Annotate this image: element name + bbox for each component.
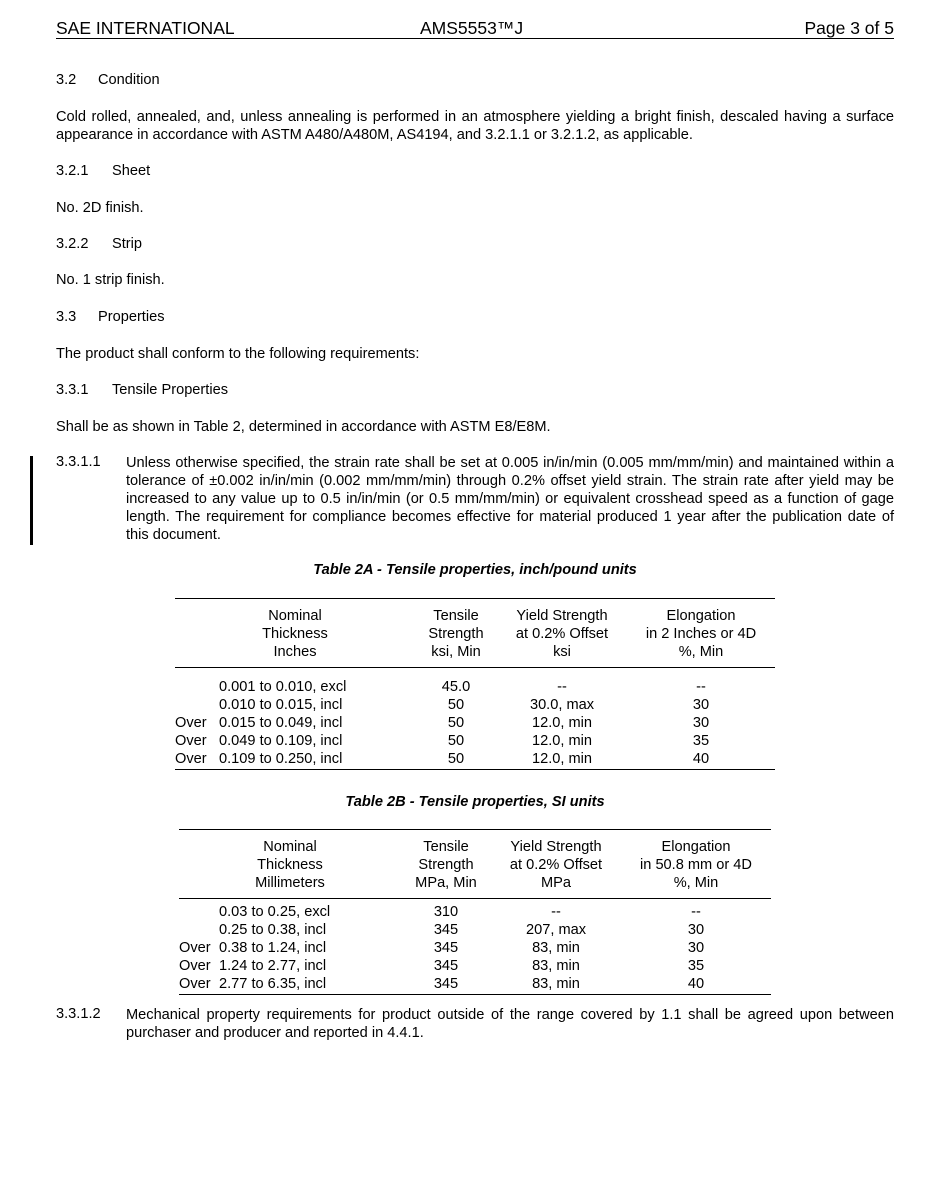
cell-yield: 83, min xyxy=(532,958,580,974)
header-doc-number: AMS5553™J xyxy=(420,18,524,38)
table-row xyxy=(175,732,775,750)
table-row xyxy=(179,899,771,922)
table-2b-caption: Table 2B - Tensile properties, SI units xyxy=(345,794,605,810)
cell-yield: -- xyxy=(557,679,567,695)
section-3-3-text: The product shall conform to the following requirements: xyxy=(56,346,420,362)
table-row xyxy=(175,668,775,697)
cell-yield: 30.0, max xyxy=(529,697,595,713)
cell-yield: 12.0, min xyxy=(531,733,593,749)
table-row xyxy=(179,975,771,995)
revision-change-bar xyxy=(30,456,33,545)
cell-thickness: Over 2.77 to 6.35, incl xyxy=(179,975,401,995)
cell-tensile: 50 xyxy=(447,715,465,731)
cell-tensile: 310 xyxy=(433,904,459,920)
header-page-number: Page 3 of 5 xyxy=(804,18,894,38)
cell-elongation: 40 xyxy=(627,750,775,770)
cell-elongation: 40 xyxy=(621,975,771,995)
section-3-2-1-text: No. 2D finish. xyxy=(56,200,144,216)
cell-tensile: 45.0 xyxy=(441,679,471,695)
col-header-thickness: Nominal Thickness Inches xyxy=(175,599,415,668)
section-3-2-2-text: No. 1 strip finish. xyxy=(56,272,165,288)
cell-yield: 12.0, min xyxy=(497,750,627,770)
cell-thickness: 0.03 to 0.25, excl xyxy=(219,904,331,920)
cell-elongation: 30 xyxy=(687,940,705,956)
page-header xyxy=(56,16,894,39)
section-3-2-text: Cold rolled, annealed, and, unless annealing is performed in an atmosphere yielding a bright finish, descaled having a surface appearance in accordance with ASTM A480/A480M, AS4194, and 3.2.1.1 or 3.2.1.2, as applicable. xyxy=(56,109,894,143)
table-2a-caption: Table 2A - Tensile properties, inch/pound units xyxy=(313,562,637,578)
cell-elongation: -- xyxy=(696,679,706,695)
cell-thickness: Over 0.049 to 0.109, incl xyxy=(175,733,343,749)
section-3-3-1-heading: 3.3.1 Tensile Properties xyxy=(56,382,228,398)
table-row xyxy=(179,921,771,939)
section-3-3-heading: 3.3 Properties xyxy=(56,309,165,325)
table-header-row xyxy=(175,599,775,668)
cell-elongation: -- xyxy=(691,904,701,920)
cell-tensile: 345 xyxy=(433,958,459,974)
section-3-3-1-1-number: 3.3.1.1 xyxy=(56,454,101,470)
cell-tensile: 50 xyxy=(447,733,465,749)
col-header-thickness: Nominal Thickness Millimeters xyxy=(179,830,401,899)
cell-elongation: 35 xyxy=(687,958,705,974)
cell-elongation: 30 xyxy=(692,715,710,731)
col-header-yield: Yield Strength at 0.2% Offset MPa xyxy=(491,830,621,899)
table-header-row xyxy=(179,830,771,899)
section-3-2-2-heading: 3.2.2 Strip xyxy=(56,236,143,252)
col-header-elongation: Elongation in 50.8 mm or 4D %, Min xyxy=(621,830,771,899)
cell-thickness: 0.25 to 0.38, incl xyxy=(219,922,327,938)
col-header-tensile: Tensile Strength MPa, Min xyxy=(401,830,491,899)
cell-tensile: 50 xyxy=(447,697,465,713)
table-2b xyxy=(179,829,771,995)
table-2a xyxy=(175,598,775,770)
cell-yield: 83, min xyxy=(532,940,580,956)
cell-thickness: 0.010 to 0.015, incl xyxy=(219,697,343,713)
col-header-tensile: Tensile Strength ksi, Min xyxy=(415,599,497,668)
section-3-3-1-text: Shall be as shown in Table 2, determined in accordance with ASTM E8/E8M. xyxy=(56,419,551,435)
table-row xyxy=(175,696,775,714)
cell-tensile: 345 xyxy=(401,975,491,995)
cell-tensile: 50 xyxy=(415,750,497,770)
section-3-3-1-1-text: Unless otherwise specified, the strain rate shall be set at 0.005 in/in/min (0.005 mm/mm/min) and maintained within a tolerance of ±0.002 in/in/min (0.002 mm/mm/min) through 0.2% offset yield strain. The strain rate after yield may be increased to any value up to 0.5 in/in/min (or 0.5 mm/mm/min) or equivalent crosshead speed as a function of gage length. The requirement for compliance becomes effective for material produced 1 year after the publication date of this document. xyxy=(126,455,894,543)
cell-yield: 207, max xyxy=(525,922,587,938)
section-3-3-1-2-text: Mechanical property requirements for product outside of the range covered by 1.1 shall be agreed upon between purchaser and producer and reported in 4.4.1. xyxy=(126,1007,894,1041)
header-org: SAE INTERNATIONAL xyxy=(56,18,235,38)
table-row xyxy=(175,714,775,732)
section-3-3-1-2-number: 3.3.1.2 xyxy=(56,1006,101,1022)
col-header-yield: Yield Strength at 0.2% Offset ksi xyxy=(497,599,627,668)
cell-elongation: 35 xyxy=(692,733,710,749)
table-row xyxy=(179,939,771,957)
cell-thickness: 0.001 to 0.010, excl xyxy=(219,679,347,695)
cell-yield: -- xyxy=(551,904,561,920)
section-3-2-1-heading: 3.2.1 Sheet xyxy=(56,163,151,179)
table-row xyxy=(179,957,771,975)
table-row xyxy=(175,750,775,770)
cell-tensile: 345 xyxy=(433,922,459,938)
cell-tensile: 345 xyxy=(433,940,459,956)
cell-elongation: 30 xyxy=(692,697,710,713)
cell-yield: 12.0, min xyxy=(531,715,593,731)
cell-thickness: Over 0.38 to 1.24, incl xyxy=(179,940,327,956)
cell-elongation: 30 xyxy=(687,922,705,938)
col-header-elongation: Elongation in 2 Inches or 4D %, Min xyxy=(627,599,775,668)
cell-yield: 83, min xyxy=(491,975,621,995)
cell-thickness: Over 1.24 to 2.77, incl xyxy=(179,958,327,974)
cell-thickness: Over 0.015 to 0.049, incl xyxy=(175,715,343,731)
section-3-2-heading: 3.2 Condition xyxy=(56,72,160,88)
cell-thickness: Over 0.109 to 0.250, incl xyxy=(175,750,415,770)
